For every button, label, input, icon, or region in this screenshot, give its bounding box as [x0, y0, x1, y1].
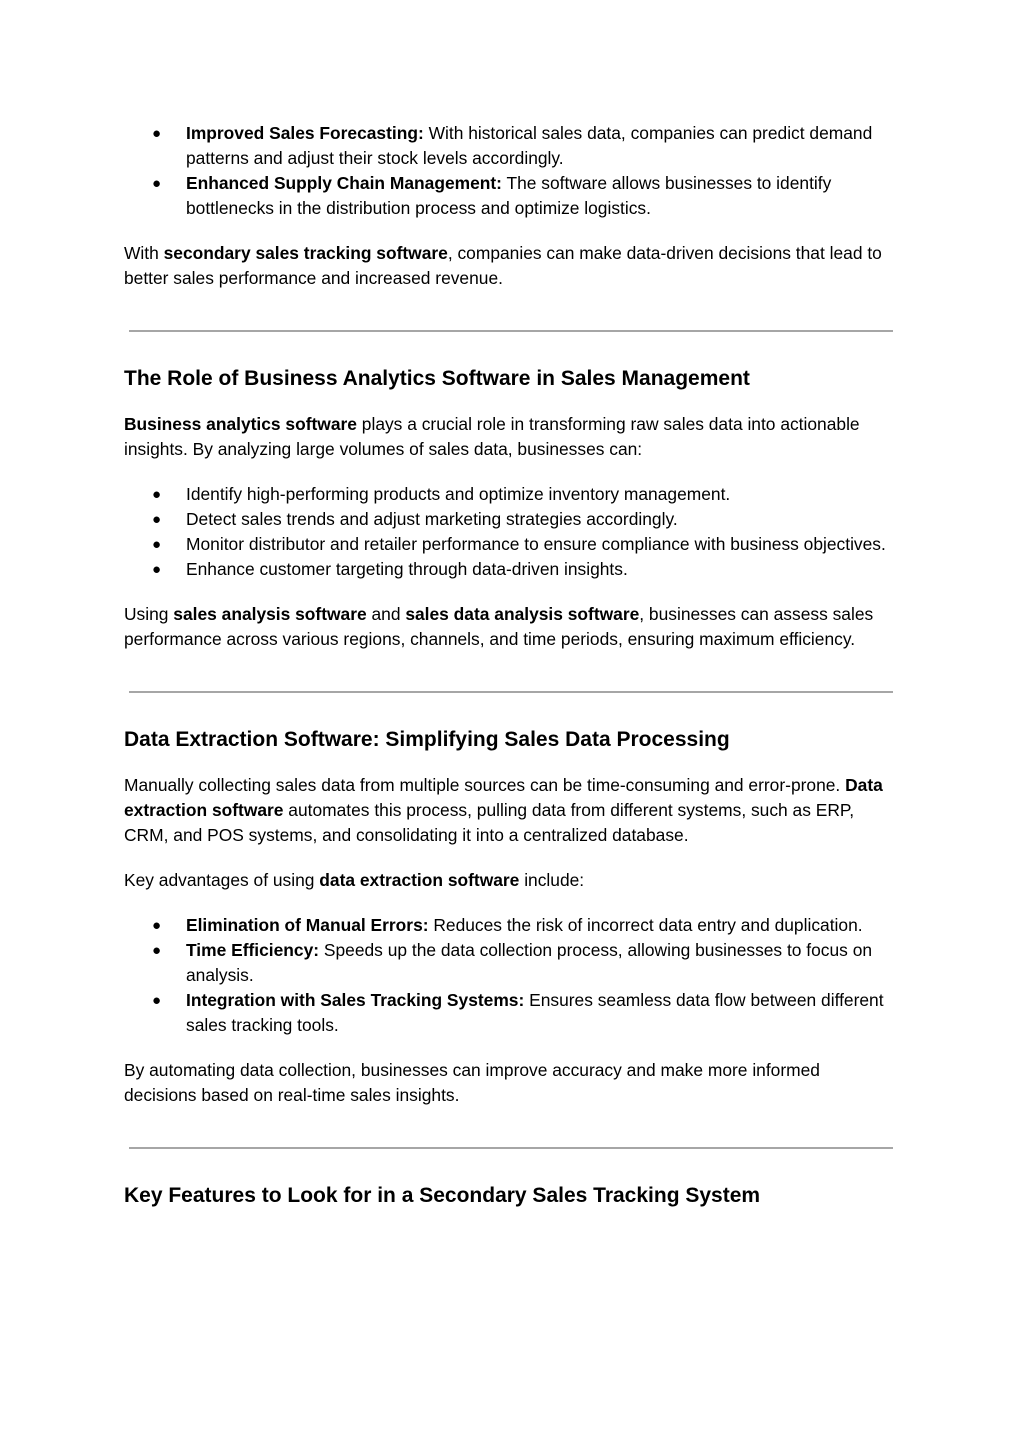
bullet-icon: ● [152, 175, 162, 192]
bullet-icon: ● [152, 942, 162, 959]
list-item: ● Monitor distributor and retailer performance to ensure compliance with business objectives. [124, 532, 896, 557]
section-heading: Data Extraction Software: Simplifying Sales Data Processing [124, 728, 730, 751]
list-item: ● Time Efficiency: Speeds up the data collection process, allowing businesses to focus on analysis. [152, 940, 873, 985]
list-item: ● Improved Sales Forecasting: With historical sales data, companies can predict demand patterns and adjust their stock levels accordingly. [152, 123, 873, 168]
bullet-list [124, 482, 896, 582]
paragraph: By automating data collection, businesses can improve accuracy and make more informed decisions based on real-time sales insights. [124, 1060, 820, 1105]
paragraph: Business analytics software plays a crucial role in transforming raw sales data into actionable insights. By analyzing large volumes of sales data, businesses can: [124, 414, 860, 459]
intro-bullet-list [124, 121, 896, 221]
document-content [124, 121, 896, 1210]
section-divider [129, 691, 893, 693]
list-item: ● Integration with Sales Tracking Systems: Ensures seamless data flow between different sales tracking tools. [152, 990, 884, 1035]
list-item: ● Detect sales trends and adjust marketing strategies accordingly. [124, 507, 896, 532]
section-heading: The Role of Business Analytics Software in Sales Management [124, 367, 750, 390]
section-heading: Key Features to Look for in a Secondary Sales Tracking System [124, 1184, 761, 1207]
list-item: ● Identify high-performing products and optimize inventory management. [124, 482, 896, 507]
section-divider [129, 1147, 893, 1149]
bullet-icon: ● [152, 125, 162, 142]
paragraph: Manually collecting sales data from multiple sources can be time-consuming and error-prone. Data extraction software automates this process, pulling data from different systems, such as ERP, CRM, and POS systems, and consolidating it into a centralized database. [124, 775, 883, 845]
paragraph: Using sales analysis software and sales data analysis software, businesses can assess sales performance across various regions, channels, and time periods, ensuring maximum efficiency. [124, 604, 874, 649]
bullet-icon: ● [152, 992, 162, 1009]
bullet-list [124, 913, 896, 1038]
bullet-icon: ● [152, 561, 162, 578]
bullet-icon: ● [152, 511, 162, 528]
list-item: ● Elimination of Manual Errors: Reduces the risk of incorrect data entry and duplication. [124, 913, 896, 938]
list-item: ● Enhance customer targeting through data-driven insights. [124, 557, 896, 582]
paragraph: Key advantages of using data extraction software include: [124, 870, 585, 890]
bullet-icon: ● [152, 536, 162, 553]
list-item: ● Enhanced Supply Chain Management: The software allows businesses to identify bottlenecks in the distribution process and optimize logistics. [152, 173, 832, 218]
intro-paragraph: With secondary sales tracking software, companies can make data-driven decisions that lead to better sales performance and increased revenue. [124, 243, 882, 288]
section-divider [129, 330, 893, 332]
bullet-icon: ● [152, 917, 162, 934]
bullet-icon: ● [152, 486, 162, 503]
